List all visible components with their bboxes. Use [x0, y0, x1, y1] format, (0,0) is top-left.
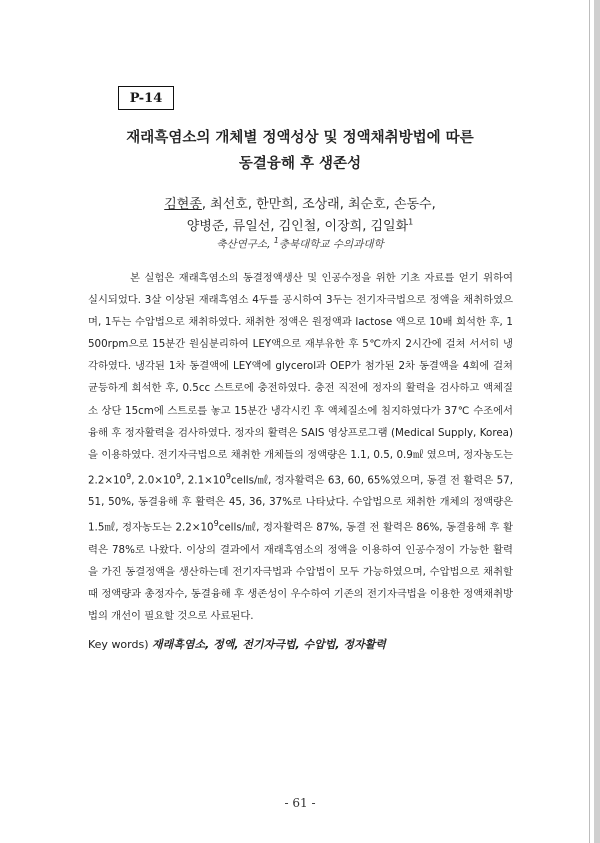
affiliation-1: 축산연구소, — [216, 238, 271, 251]
abstract-text-5: cells/㎖, 정자활력은 87%, 동결 전 활력은 86%, 동결융해 후 활력은 78%로 나왔다. 이상의 결과에서 재래흑염소의 정액을 이용하여 인공수정이 가능한 활력을 가진 동결정액을 생산하는데 전기자극법과 수압법이 모두 가능하였으며, 수압법으로 채취할 때 정액량과 총정자수, 동결융해 후 생존성이 우수하여 기존의 전기자극법을 이용한 정액채취방법의 개선이 필요할 것으로 사료된다. — [88, 521, 513, 623]
keywords-terms: 재래흑염소, 정액, 전기자극법, 수압법, 정자활력 — [152, 638, 386, 651]
author-list-rest: , 최선호, 한만희, 조상래, 최순호, 손동수, — [201, 197, 436, 212]
author-affiliation-mark: 1 — [408, 217, 414, 227]
exponent: 9 — [213, 519, 219, 529]
affiliation-mark: 1 — [273, 236, 279, 245]
abstract-text-1: 본 실험은 재래흑염소의 동결정액생산 및 인공수정을 위한 기초 자료를 얻기 위하여 실시되었다. 3살 이상된 재래흑염소 4두를 공시하여 3두는 전기자극법으로 정액을 채취하였으며, 1두는 수압법으로 채취하였다. 채취한 정액은 원정액과 lactose 액으로 10배 희석한 후, 1500rpm으로 15분간 원심분리하여 LEY액으로 재부유한 후 5℃까지 2시간에 걸쳐 서서히 냉각하였다. 냉각된 1차 동결액에 LEY액에 glycerol과 OEP가 첨가된 2차 동결액을 4회에 걸쳐 균등하게 희석한 후, 0.5cc 스트로에 충전하였다. 충전 직전에 정자의 활력을 검사하고 액체질소 상단 15cm에 스트로를 놓고 15분간 냉각시킨 후 액체질소에 침지하였다가 37℃ 수조에서 융해 후 정자활력을 검사하였다. 정자의 활력은 SAIS 영상프로그램 (Medical Supply, Korea)을 이용하였다. 전기자극법으로 채취한 개체들의 정액량은 1.1, 0.5, 0.9㎖ 였으며, 정자농도는 2.2×10 — [88, 272, 513, 487]
exponent: 9 — [126, 471, 132, 481]
author-list-line-2-text: 양병준, 류일선, 김인철, 이장희, 김일화 — [186, 219, 409, 234]
affiliation-2: 충북대학교 수의과대학 — [278, 238, 384, 251]
affiliations — [0, 236, 600, 252]
exponent: 9 — [225, 471, 231, 481]
paper-title-line-2: 동결융해 후 생존성 — [238, 156, 362, 172]
poster-number-badge: P-14 — [118, 86, 174, 110]
page-number: - 61 - — [284, 796, 316, 810]
exponent: 9 — [175, 471, 182, 481]
presenting-author: 김현종 — [164, 197, 202, 212]
paper-title-line-1: 재래흑염소의 개체별 정액성상 및 정액채취방법에 따른 — [126, 130, 474, 146]
author-list-line-1 — [0, 193, 600, 212]
abstract-text-2: , 2.0×10 — [131, 474, 176, 487]
author-list-line-2 — [0, 215, 600, 234]
abstract-text-3: , 2.1×10 — [181, 474, 226, 487]
abstract-body — [88, 267, 513, 627]
keywords — [88, 636, 518, 652]
abstract-text-4: cells/㎖, 정자활력은 63, 60, 65%였으며, 동결 전 활력은 57, 51, 50%, 동결융해 후 활력은 45, 36, 37%로 나타났다. 수압법으로 채취한 개체의 정액량은 1.5㎖, 정자농도는 2.2×10 — [88, 474, 513, 534]
keywords-label: Key words) — [88, 638, 149, 651]
